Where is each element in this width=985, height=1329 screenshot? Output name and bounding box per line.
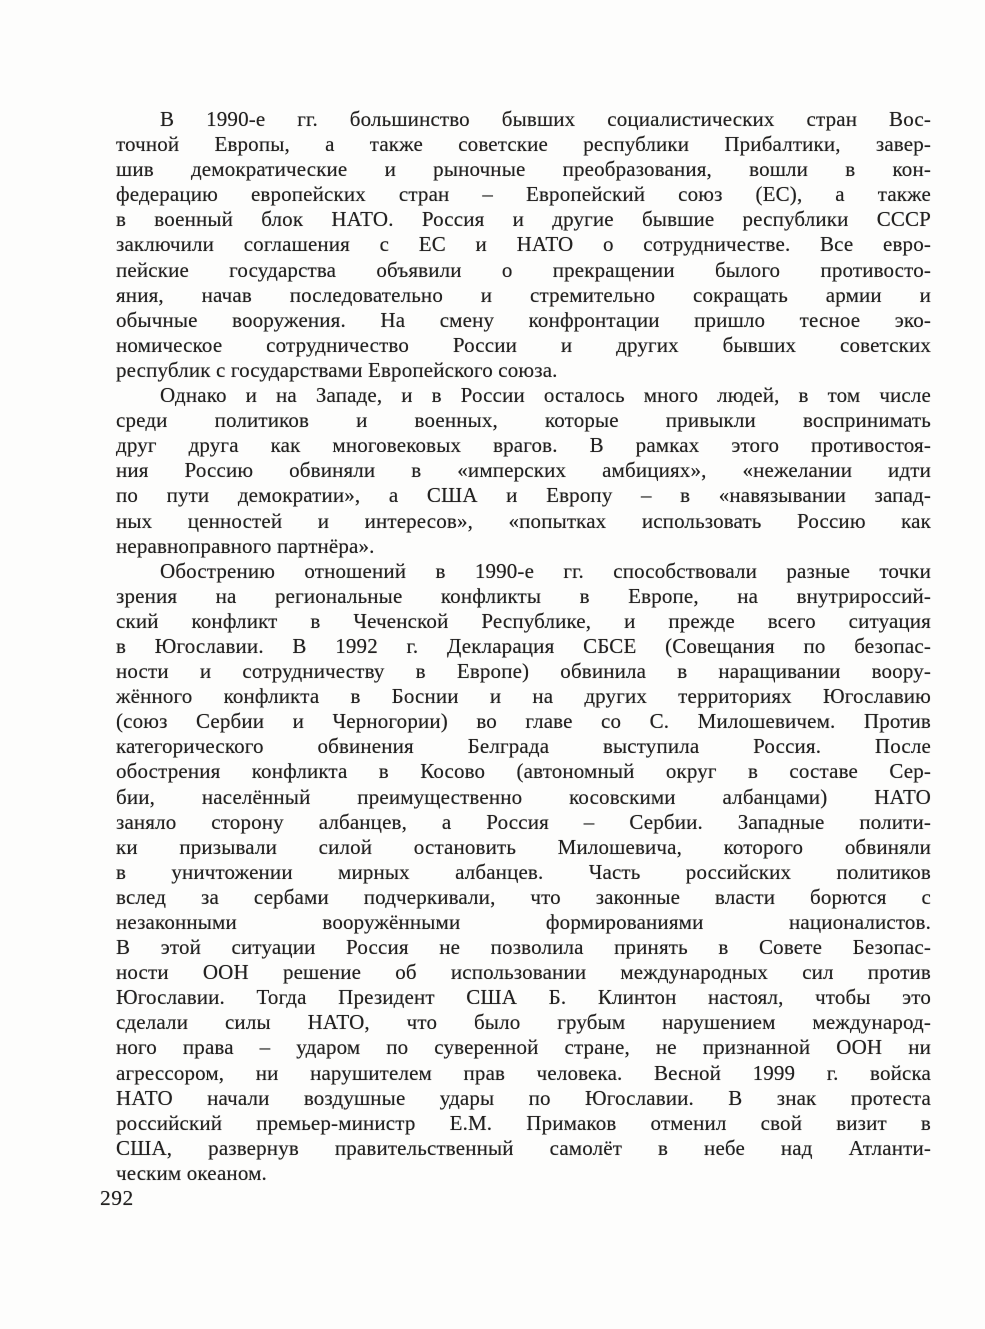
text-line: жённого конфликта в Боснии и на других территориях Югославию [116, 684, 931, 709]
text-line: республик с государствами Европейского союза. [116, 357, 558, 382]
text-line: незаконными вооружёнными формированиями националистов. [116, 910, 931, 934]
text-line: пейские государства объявили о прекращении былого противосто- [116, 257, 931, 282]
text-line: зрения на региональные конфликты в Европе, на внутрироссий- [116, 583, 931, 608]
text-line: ности и сотрудничеству в Европе) обвинила в наращивании воору- [116, 659, 931, 684]
text-line: ский конфликт в Чеченской Республике, и прежде всего ситуация [116, 608, 931, 633]
text-line: США, развернув правительственный самолёт в небе над Атланти- [116, 1135, 931, 1160]
text-line: вслед за сербами подчеркивали, что законные власти борются с [116, 884, 931, 909]
text-line: неравноправного партнёра». [116, 533, 375, 558]
text-line: сделали силы НАТО, что было грубым нарушением международ- [116, 1010, 931, 1035]
text-line: в Югославии. В 1992 г. Декларация СБСЕ (Совещания по безопас- [116, 633, 931, 658]
text-line: агрессором, ни нарушителем прав человека. Весной 1999 г. войска [116, 1060, 931, 1085]
text-line: точной Европы, а также советские республики Прибалтики, завер- [116, 132, 931, 157]
text-line: заняло сторону албанцев, а Россия – Сербии. Западные полити- [116, 809, 931, 834]
text-line: в военный блок НАТО. Россия и другие бывшие республики СССР [116, 207, 931, 232]
text-line: среди политиков и военных, которые привыкли воспринимать [116, 408, 931, 433]
text-line: ния Россию обвиняли в «имперских амбициях», «нежелании идти [116, 458, 931, 483]
text-line: ного права – ударом по суверенной стране, не признанной ООН ни [116, 1035, 931, 1060]
text-line: номическое сотрудничество России и других бывших советских [116, 332, 931, 357]
text-line: Обострению отношений в 1990-е гг. способствовали разные точки [160, 558, 931, 583]
text-line: Югославии. Тогда Президент США Б. Клинтон настоял, чтобы это [116, 985, 931, 1010]
text-line: (союз Сербии и Черногории) во главе со С. Милошевичем. Против [116, 709, 931, 734]
text-line: заключили соглашения с ЕС и НАТО о сотрудничестве. Все евро- [116, 232, 931, 257]
text-line: Однако и на Западе, и в России осталось много людей, в том числе [160, 383, 931, 408]
text-line: В этой ситуации Россия не позволила принять в Совете Безопас- [116, 935, 931, 960]
text-line: бии, населённый преимущественно косовскими албанцами) НАТО [116, 784, 931, 809]
text-line: в уничтожении мирных албанцев. Часть российских политиков [116, 859, 931, 884]
text-line: категорического обвинения Белграда выступила Россия. После [116, 734, 931, 759]
text-line: НАТО начали воздушные удары по Югославии. В знак протеста [116, 1085, 931, 1110]
text-line: российский премьер-министр Е.М. Примаков отменил свой визит в [116, 1110, 931, 1135]
page-number: 292 [100, 1186, 134, 1210]
text-line: ности ООН решение об использовании международных сил против [116, 960, 931, 985]
body-text-block [116, 107, 931, 1186]
text-line: ческим океаном. [116, 1160, 267, 1185]
text-line: по пути демократии», а США и Европу – в «навязывании запад- [116, 483, 931, 508]
text-line: ки призывали силой остановить Милошевича, которого обвиняли [116, 834, 931, 859]
text-line: обострения конфликта в Косово (автономный округ в составе Сер- [116, 759, 931, 784]
text-line: ных ценностей и интересов», «попытках использовать Россию как [116, 508, 931, 533]
text-line: шив демократические и рыночные преобразования, вошли в кон- [116, 157, 931, 182]
text-line: друг друга как многовековых врагов. В рамках этого противостоя- [116, 433, 931, 458]
text-line: обычные вооружения. На смену конфронтации пришло тесное эко- [116, 307, 931, 332]
text-line: яния, начав последовательно и стремительно сокращать армии и [116, 282, 931, 307]
text-line: В 1990-е гг. большинство бывших социалистических стран Вос- [160, 107, 931, 131]
text-line: федерацию европейских стран – Европейский союз (ЕС), а также [116, 182, 931, 207]
